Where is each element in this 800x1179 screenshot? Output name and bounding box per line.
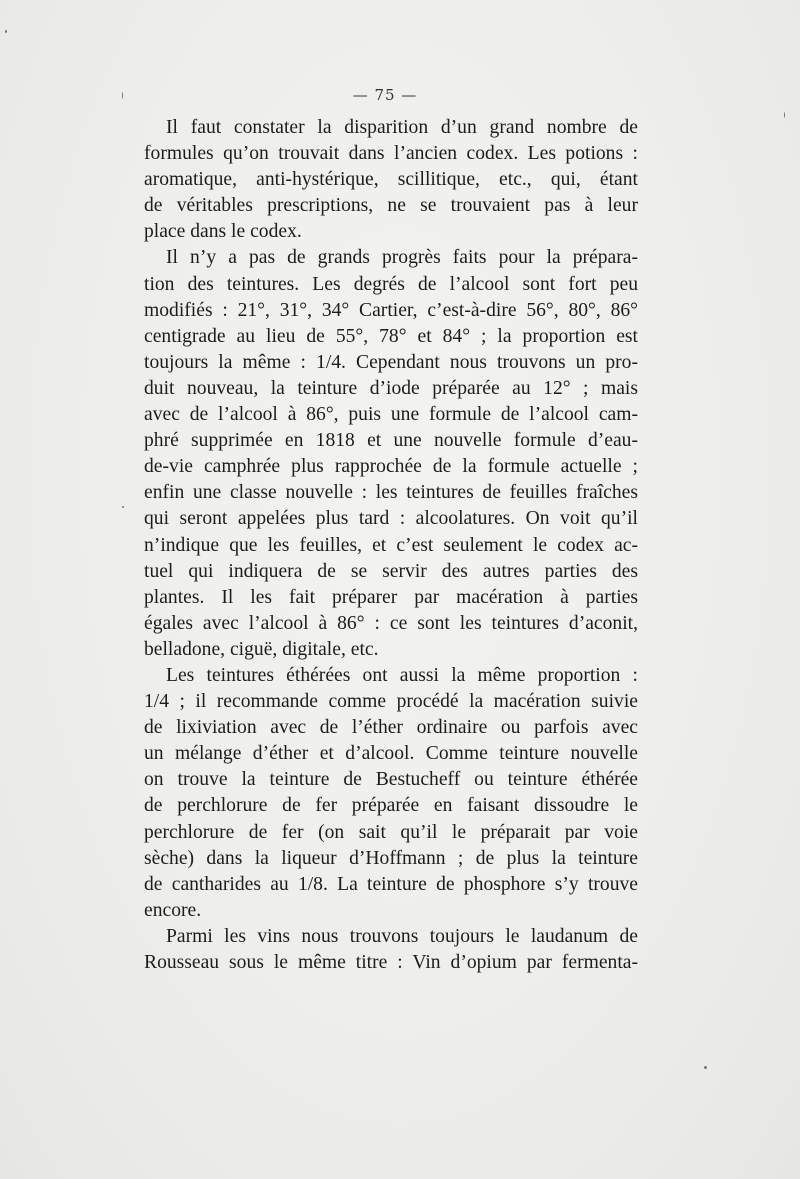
text-line: Les teintures éthérées ont aussi la même proportion : — [166, 664, 638, 686]
scan-speck — [704, 1066, 707, 1069]
text-line: tuel qui indiquera de se servir des autres parties des — [144, 560, 638, 582]
paragraph-4 — [144, 924, 638, 976]
text-line: Il n’y a pas de grands progrès faits pour la prépara- — [166, 247, 638, 269]
paragraph-1 — [144, 115, 638, 245]
text-line: de cantharides au 1/8. La teinture de phosphore s’y trouve — [144, 873, 638, 895]
paragraph-2 — [144, 245, 638, 663]
page-number: — 75 — — [352, 86, 418, 104]
text-line: Il faut constater la disparition d’un grand nombre de — [166, 117, 638, 138]
text-line: avec de l’alcool à 86°, puis une formule de l’alcool cam- — [144, 404, 638, 426]
scan-speck — [122, 92, 123, 99]
text-line: belladone, ciguë, digitale, etc. — [144, 638, 379, 660]
body-text — [144, 115, 638, 976]
text-line: place dans le codex. — [144, 221, 302, 243]
text-line: centigrade au lieu de 55°, 78° et 84° ; la proportion est — [144, 325, 638, 347]
text-line: duit nouveau, la teinture d’iode préparée au 12° ; mais — [144, 377, 638, 399]
text-line: sèche) dans la liqueur d’Hoffmann ; de plus la teinture — [144, 847, 638, 869]
text-line: 1/4 ; il recommande comme procédé la macération suivie — [144, 691, 638, 713]
text-line: phré supprimée en 1818 et une nouvelle formule d’eau- — [144, 430, 638, 452]
text-line: Parmi les vins nous trouvons toujours le laudanum de — [166, 925, 638, 947]
text-line: Rousseau sous le même titre : Vin d’opium par fermenta- — [144, 952, 638, 973]
scan-speck — [122, 506, 124, 508]
text-line: de-vie camphrée plus rapprochée de la formule actuelle ; — [144, 456, 638, 478]
text-line: toujours la même : 1/4. Cependant nous trouvons un pro- — [144, 351, 638, 373]
paragraph-3 — [144, 663, 638, 924]
text-line: formules qu’on trouvait dans l’ancien codex. Les potions : — [144, 143, 638, 165]
text-line: aromatique, anti-hystérique, scillitique, etc., qui, étant — [144, 169, 638, 191]
text-line: égales avec l’alcool à 86° : ce sont les teintures d’aconit, — [144, 612, 638, 634]
text-line: de perchlorure de fer préparée en faisant dissoudre le — [144, 795, 638, 817]
text-line: de lixiviation avec de l’éther ordinaire ou parfois avec — [144, 717, 638, 739]
text-line: tion des teintures. Les degrés de l’alcool sont fort peu — [144, 273, 638, 295]
text-line: de véritables prescriptions, ne se trouvaient pas à leur — [144, 195, 638, 217]
text-line: modifiés : 21°, 31°, 34° Cartier, c’est-à-dire 56°, 80°, 86° — [144, 299, 638, 321]
text-line: on trouve la teinture de Bestucheff ou teinture éthérée — [144, 769, 638, 791]
text-line: perchlorure de fer (on sait qu’il le préparait par voie — [144, 821, 638, 843]
text-line: n’indique que les feuilles, et c’est seulement le codex ac- — [144, 534, 638, 556]
text-line: un mélange d’éther et d’alcool. Comme teinture nouvelle — [144, 743, 638, 765]
scan-speck — [5, 30, 7, 33]
text-line: enfin une classe nouvelle : les teintures de feuilles fraîches — [144, 482, 638, 504]
text-line: plantes. Il les fait préparer par macération à parties — [144, 586, 638, 608]
scan-speck — [784, 112, 785, 118]
text-line: encore. — [144, 899, 202, 921]
text-line: qui seront appelées plus tard : alcoolatures. On voit qu’il — [144, 508, 638, 530]
